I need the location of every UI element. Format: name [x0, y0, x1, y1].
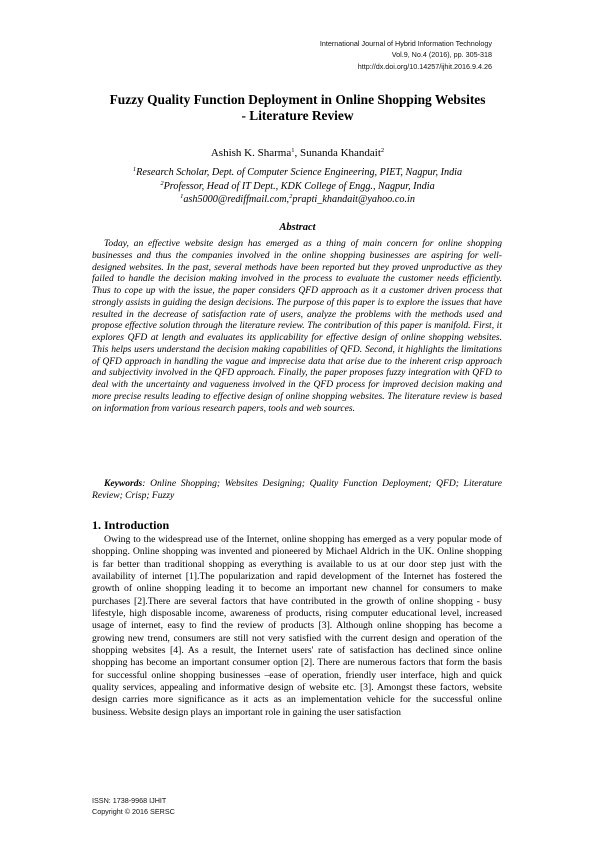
section-heading: 1. Introduction	[92, 518, 170, 532]
affiliation-line	[0, 180, 595, 194]
keywords	[92, 478, 502, 502]
paper-title	[60, 92, 535, 124]
abstract-heading: Abstract	[279, 222, 316, 233]
affiliations	[0, 166, 595, 207]
title-line-2: - Literature Review	[241, 108, 354, 123]
email-address[interactable]: ash5000@rediffmail.com,	[183, 194, 290, 206]
page-footer	[92, 795, 175, 817]
affiliation-superscript: 2	[160, 179, 164, 187]
author-separator: ,	[294, 147, 300, 159]
journal-doi: http://dx.doi.org/10.14257/ijhit.2016.9.4.26	[357, 61, 492, 71]
affiliation-text: Research Scholar, Dept. of Computer Science Engineering, PIET, Nagpur, India	[136, 167, 463, 178]
keywords-text: : Online Shopping; Websites Designing; Quality Function Deployment; QFD; Literature Review; Crisp; Fuzzy	[92, 478, 502, 501]
affiliation-line	[0, 166, 595, 180]
journal-name: International Journal of Hybrid Information Technology	[319, 39, 492, 48]
section-body-text: Owing to the widespread use of the Internet, online shopping has emerged as a very popular mode of shopping. Online shopping was invented and pioneered by Michael Aldrich in the UK. Online shopping is far better than traditional shopping as everything is available to us at our door step just with the availability of internet [1].The popularization and rapid development of the Internet has fostered the growth of online shopping leading it to become an important new channel for consumers to make purchases [2].There are several factors that have contributed in the growth of online shopping - busy lifestyle, high disposable income, awareness of products, rising computer educational level, increased usage of internet, easy to find the review of products [3]. Although online shopping has become a growing new trend, consumers are still not very satisfied with the current design and operation of the shopping websites [4]. As a result, the Internet users' rate of satisfaction has declined since online shopping has become an important consumer option [2]. There are numerous factors that form the basis for successful online shopping businesses –ease of operation, friendly user interface, high and quick quality services, appealing and informative design of website etc. [3]. Amongst these factors, website design carries more significance as it acts as an implementation vehicle for the successful online business. Website design plays an important role in gaining the user satisfaction	[92, 534, 502, 718]
affiliation-text: Professor, Head of IT Dept., KDK College of Engg., Nagpur, India	[163, 180, 435, 192]
journal-volume: Vol.9, No.4 (2016), pp. 305-318	[391, 50, 492, 60]
title-line-1: Fuzzy Quality Function Deployment in Online Shopping Websites	[109, 92, 486, 107]
affiliation-superscript: 1	[132, 166, 137, 173]
footer-issn: ISSN: 1738-9968 IJHIT	[92, 796, 167, 805]
email-superscript: 2	[289, 193, 293, 201]
abstract-text: Today, an effective website design has emerged as a thing of main concern for online shopping businesses and thus the companies involved in the online shopping businesses are aspiring for well-designed websites. In the past, several methods have been reported but they proved unproductive as they failed to handle the decision making involved in the process to evaluate the customer needs efficiently. Thus to cope up with the issue, the paper considers QFD approach as it a customer driven process that strongly assists in guiding the design decisions. The purpose of this paper is to explore the issues that have resulted in the decrease of satisfaction rate of users, analyze the problems with the methods used and propose effective solution through the literature review. The contribution of this paper is manifold. First, it explores QFD at length and evaluates its applicability for effective design of online shopping websites. This helps users understand the decision making capabilities of QFD. Second, it highlights the limitations of QFD approach in handling the vague and imprecise data that arise due to the inherent crisp approach and subjectivity involved in the QFD approach. Finally, the paper proposes fuzzy integration with QFD to deal with the uncertainty and vagueness involved in the QFD process for improved decision making and more precise results leading to effective design of online shopping websites. The literature review is based on information from various research papers, tools and web sources.	[92, 238, 502, 414]
email-superscript: 1	[180, 193, 184, 201]
author-name: Sunanda Khandait	[299, 147, 381, 159]
email-address[interactable]: prapti_khandait@yahoo.co.in	[292, 194, 415, 206]
author-superscript: 1	[291, 147, 295, 154]
author-superscript: 2	[380, 147, 385, 154]
keywords-label: Keywords	[104, 478, 143, 489]
journal-header	[320, 38, 492, 72]
author-name: Ashish K. Sharma	[210, 147, 292, 159]
footer-copyright: Copyright © 2016 SERSC	[92, 807, 175, 816]
email-line	[0, 193, 595, 207]
author-list	[0, 146, 595, 160]
